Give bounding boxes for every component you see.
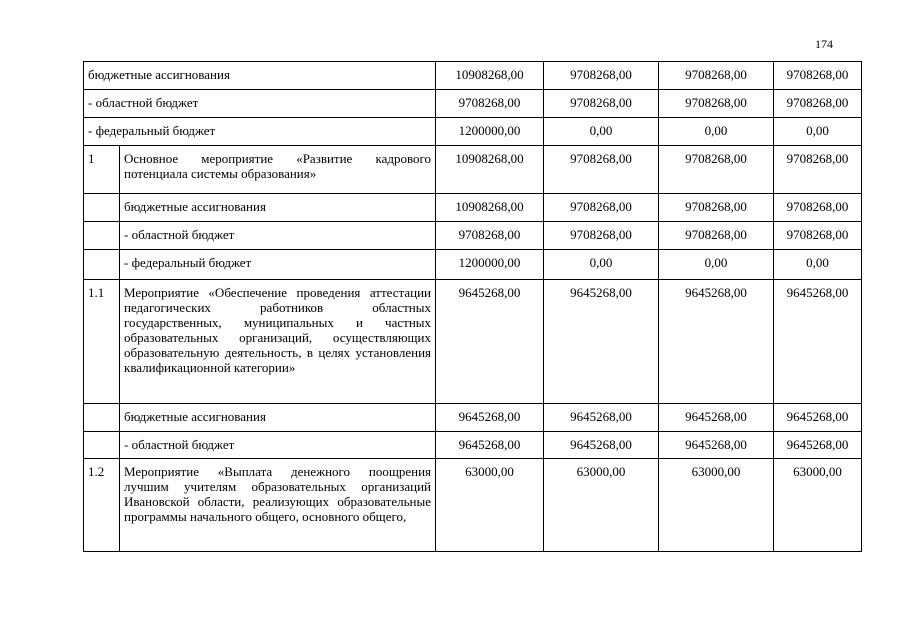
row-value: 9645268,00 [544,432,659,459]
row-value: 9645268,00 [544,404,659,432]
row-value: 9708268,00 [774,222,862,250]
row-number [84,194,120,222]
row-value: 0,00 [774,118,862,146]
row-name: Мероприятие «Выплата денежного поощрения лучшим учителям образовательных организаций Ивановской области, реализующих образовательные программы начального общего, основного общего, [120,459,436,552]
row-value: 9708268,00 [659,90,774,118]
row-number [84,404,120,432]
table-row [84,146,862,194]
table-row [84,62,862,90]
row-value: 63000,00 [659,459,774,552]
row-value: 1200000,00 [436,118,544,146]
row-value: 9708268,00 [774,194,862,222]
row-value: 0,00 [544,118,659,146]
row-value: 9708268,00 [436,90,544,118]
row-name: - областной бюджет [84,90,436,118]
row-value: 1200000,00 [436,250,544,280]
row-value: 63000,00 [436,459,544,552]
row-name: - областной бюджет [120,222,436,250]
row-number: 1 [84,146,120,194]
row-value: 9708268,00 [544,146,659,194]
row-value: 9645268,00 [774,280,862,404]
row-value: 63000,00 [774,459,862,552]
row-name: Мероприятие «Обеспечение проведения аттестации педагогических работников областных государственных, муниципальных и частных образовательных организаций, осуществляющих образовательную деятельность, в целях установления квалификационной категории» [120,280,436,404]
table-row [84,250,862,280]
row-value: 9708268,00 [774,146,862,194]
row-value: 9708268,00 [659,194,774,222]
row-name: бюджетные ассигнования [84,62,436,90]
row-value: 9645268,00 [774,404,862,432]
row-value: 0,00 [659,250,774,280]
row-value: 9645268,00 [436,280,544,404]
row-value: 0,00 [544,250,659,280]
row-value: 9645268,00 [436,432,544,459]
row-value: 9645268,00 [659,432,774,459]
page-number: 174 [815,37,833,51]
row-name: - федеральный бюджет [84,118,436,146]
row-value: 10908268,00 [436,62,544,90]
row-value: 9645268,00 [659,404,774,432]
row-value: 9645268,00 [544,280,659,404]
row-value: 9645268,00 [774,432,862,459]
row-value: 10908268,00 [436,146,544,194]
row-value: 9708268,00 [774,62,862,90]
row-name: - областной бюджет [120,432,436,459]
table-row [84,404,862,432]
table-row [84,194,862,222]
row-value: 0,00 [659,118,774,146]
row-value: 9645268,00 [436,404,544,432]
row-value: 9708268,00 [659,62,774,90]
table-row [84,222,862,250]
row-number [84,250,120,280]
row-value: 9708268,00 [659,222,774,250]
row-value: 9708268,00 [544,90,659,118]
row-number: 1.2 [84,459,120,552]
row-name: - федеральный бюджет [120,250,436,280]
table-row [84,90,862,118]
row-value: 9708268,00 [544,222,659,250]
table-row [84,118,862,146]
row-value: 9708268,00 [436,222,544,250]
table-row [84,280,862,404]
row-name: бюджетные ассигнования [120,194,436,222]
row-value: 63000,00 [544,459,659,552]
row-value: 0,00 [774,250,862,280]
row-name: Основное мероприятие «Развитие кадрового потенциала системы образования» [120,146,436,194]
row-number [84,222,120,250]
budget-table [83,61,862,552]
row-name: бюджетные ассигнования [120,404,436,432]
table-row [84,432,862,459]
row-number: 1.1 [84,280,120,404]
row-number [84,432,120,459]
row-value: 10908268,00 [436,194,544,222]
row-value: 9645268,00 [659,280,774,404]
row-value: 9708268,00 [544,194,659,222]
row-value: 9708268,00 [659,146,774,194]
row-value: 9708268,00 [544,62,659,90]
table-row [84,459,862,552]
row-value: 9708268,00 [774,90,862,118]
